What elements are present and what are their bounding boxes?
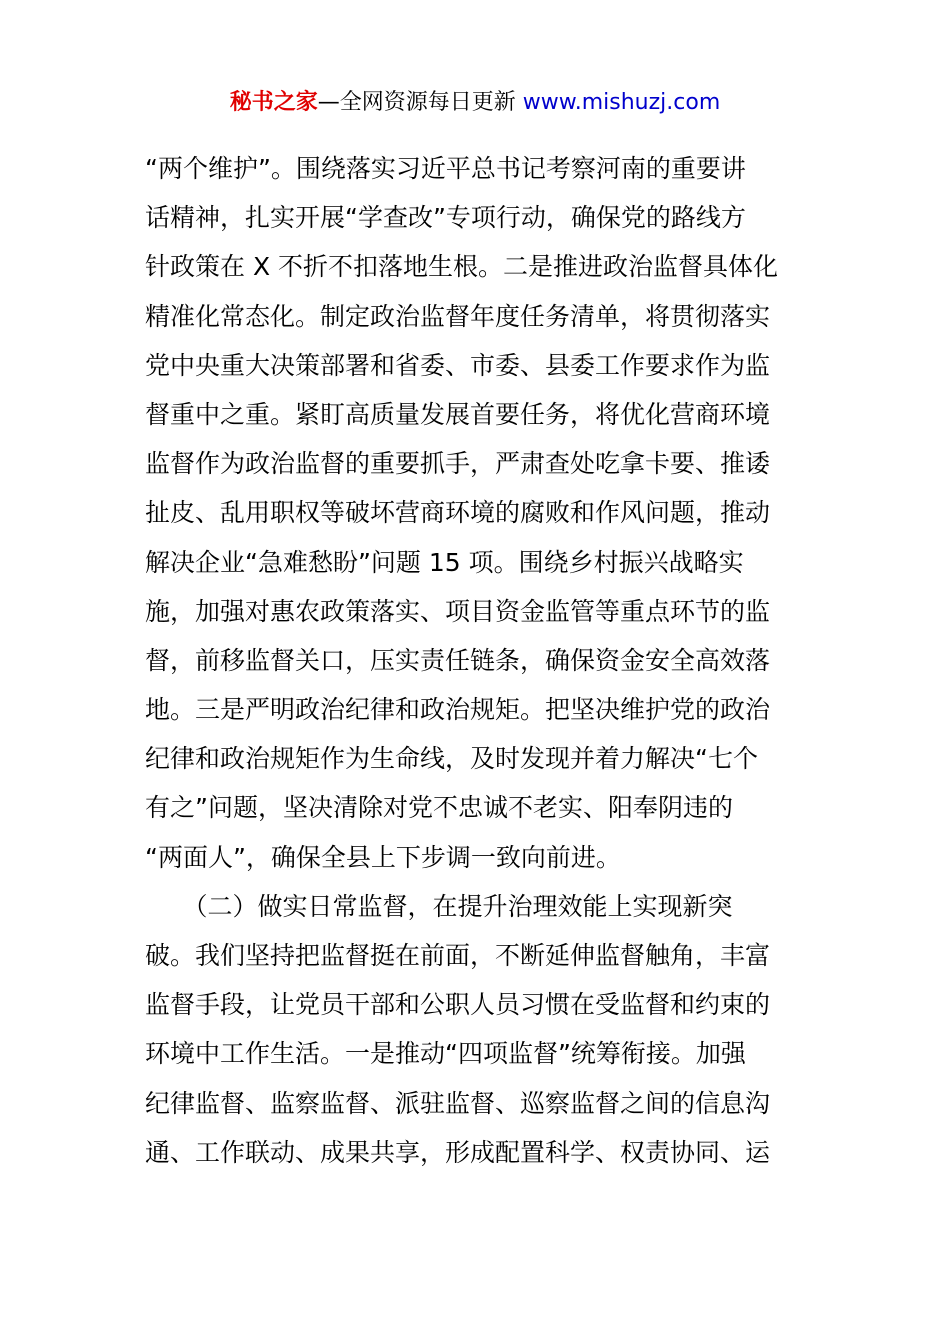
text-line: 督，前移监督关口，压实责任链条，确保资金安全高效落 — [145, 645, 771, 675]
text-line: 施，加强对惠农政策落实、项目资金监管等重点环节的监 — [145, 596, 771, 626]
text-line: 精准化常态化。制定政治监督年度任务清单，将贯彻落实 — [145, 301, 771, 331]
text-line: 党中央重大决策部署和省委、市委、县委工作要求作为监 — [145, 350, 771, 380]
text-line: 纪律和政治规矩作为生命线，及时发现并着力解决“七个 — [145, 744, 758, 774]
text-line: 有之”问题，坚决清除对党不忠诚不老实、阳奉阴违的 — [145, 793, 733, 823]
header-tagline: —全网资源每日更新 — [317, 90, 516, 115]
text-line: 解决企业“急难愁盼”问题 15 项。围绕乡村振兴战略实 — [145, 547, 744, 577]
text-line: 纪律监督、监察监督、派驻监督、巡察监督之间的信息沟 — [145, 1088, 771, 1118]
page-header — [0, 88, 950, 118]
text-line: 环境中工作生活。一是推动“四项监督”统筹衔接。加强 — [145, 1039, 746, 1069]
text-line: 破。我们坚持把监督挺在前面，不断延伸监督触角，丰富 — [145, 941, 771, 970]
text-line: “两个维护”。围绕落实习近平总书记考察河南的重要讲 — [145, 154, 746, 183]
header-brand: 秘书之家 — [229, 90, 318, 115]
text-line: 地。三是严明政治纪律和政治规矩。把坚决维护党的政治 — [145, 695, 771, 725]
text-line: 通、工作联动、成果共享，形成配置科学、权责协同、运 — [145, 1137, 771, 1167]
header-url[interactable]: www.mishuzj.com — [522, 90, 721, 115]
text-line: 扯皮、乱用职权等破坏营商环境的腐败和作风问题，推动 — [145, 498, 771, 528]
text-line: 督重中之重。紧盯高质量发展首要任务，将优化营商环境 — [145, 399, 771, 429]
section-heading-line: （二）做实日常监督，在提升治理效能上实现新突 — [145, 891, 733, 921]
text-line: 监督手段，让党员干部和公职人员习惯在受监督和约束的 — [145, 990, 771, 1020]
text-line: 话精神，扎实开展“学查改”专项行动，确保党的路线方 — [145, 203, 746, 233]
text-line: 针政策在 X 不折不扣落地生根。二是推进政治监督具体化 — [145, 252, 779, 282]
text-line: “两面人”，确保全县上下步调一致向前进。 — [145, 842, 621, 872]
text-line: 监督作为政治监督的重要抓手，严肃查处吃拿卡要、推诿 — [145, 449, 771, 479]
document-body — [145, 144, 810, 1177]
